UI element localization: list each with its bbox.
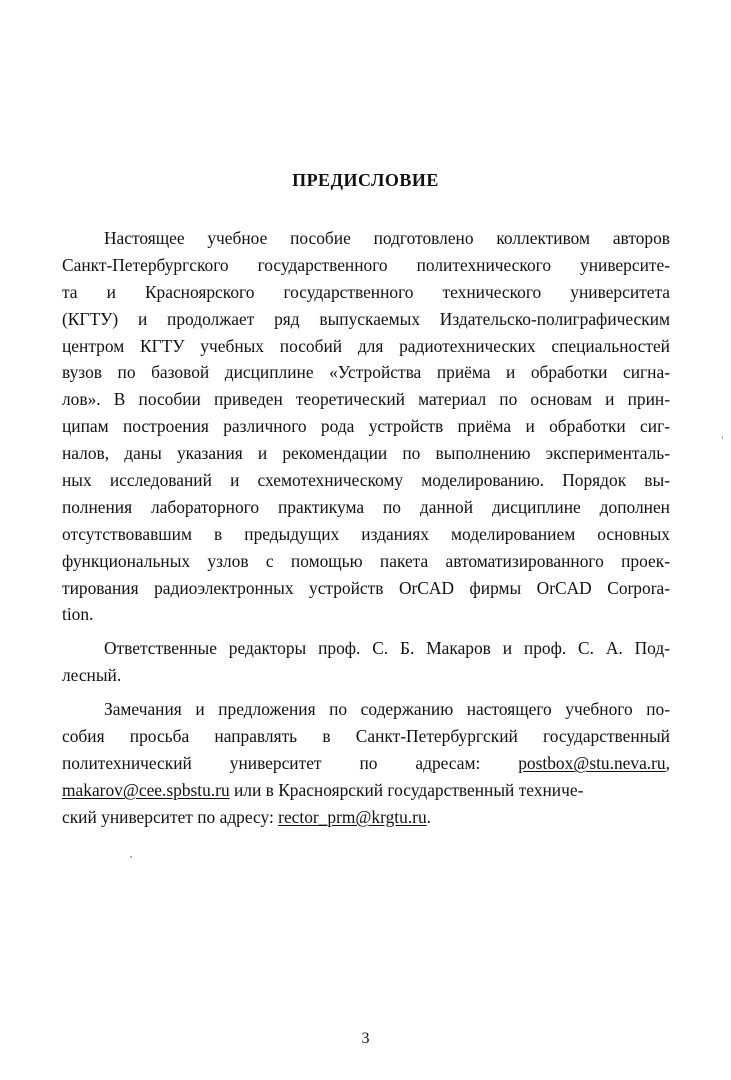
punctuation: . (426, 806, 432, 827)
text-line: отсутствовавшим в предыдущих изданиях моделированием основных (62, 523, 670, 544)
text-line: tion. (62, 604, 94, 625)
text-line: лов». В пособии приведен теоретический материал по основам и прин- (62, 389, 670, 410)
text-line-with-email (62, 804, 670, 831)
page-title: ПРЕДИСЛОВИЕ (292, 170, 439, 190)
paragraph-contacts (62, 696, 670, 830)
email-link-rector[interactable]: rector_prm@krgtu.ru (278, 806, 427, 827)
text-fragment: или в Красноярский государственный техниче- (229, 779, 584, 800)
text-line: тирования радиоэлектронных устройств OrCAD фирмы OrCAD Corpora- (62, 577, 670, 598)
email-link-makarov[interactable]: makarov@cee.spbstu.ru (62, 779, 230, 800)
page-number: 3 (361, 1030, 370, 1047)
text-line: собия просьба направлять в Санкт-Петербургский государственный (62, 726, 670, 747)
text-fragment: ский университет по адресу: (62, 806, 279, 827)
text-line: функциональных узлов с помощью пакета автоматизированного проек- (62, 550, 670, 571)
text-line: полнения лабораторного практикума по данной дисциплине дополнен (62, 496, 670, 517)
text-line: лесный. (62, 665, 122, 686)
text-line: Санкт-Петербургского государственного политехнического университе- (62, 254, 670, 275)
text-line-with-email (62, 750, 670, 777)
text-line: ных исследований и схемотехническому моделированию. Порядок вы- (62, 470, 670, 491)
text-line: вузов по базовой дисциплине «Устройства приёма и обработки сигна- (62, 362, 670, 383)
text-line: налов, даны указания и рекомендации по выполнению эксперименталь- (62, 443, 670, 464)
scan-speck (722, 436, 723, 439)
text-line: (КГТУ) и продолжает ряд выпускаемых Издательско-полиграфическим (62, 308, 670, 329)
text-line: та и Красноярского государственного технического университета (62, 281, 670, 302)
paragraph-intro (62, 225, 670, 628)
text-line: ципам построения различного рода устройств приёма и обработки сиг- (62, 416, 670, 437)
body-text (62, 225, 670, 831)
paragraph-editors (62, 635, 670, 689)
text-line: Замечания и предложения по содержанию настоящего учебного по- (104, 699, 670, 720)
email-link-postbox[interactable] (518, 753, 670, 773)
punctuation: , (665, 752, 670, 773)
text-line: центром КГТУ учебных пособий для радиотехнических специальностей (62, 335, 670, 356)
text-fragment: политехнический университет по адресам: (62, 752, 481, 773)
text-line: Настоящее учебное пособие подготовлено коллективом авторов (104, 228, 670, 248)
scan-speck (130, 856, 132, 858)
text-line-with-email (62, 777, 670, 804)
email-address[interactable]: postbox@stu.neva.ru (518, 752, 666, 773)
text-line: Ответственные редакторы проф. С. Б. Макаров и проф. С. А. Под- (104, 638, 670, 659)
